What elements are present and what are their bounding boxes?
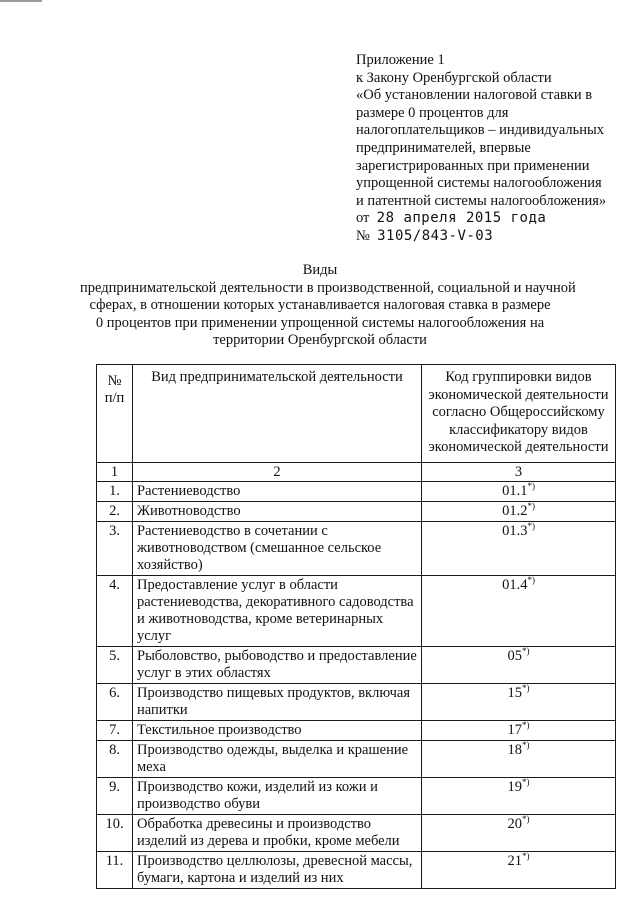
footnote-mark: *) [527, 575, 535, 585]
row-code-cell [422, 778, 616, 815]
row-activity: Животноводство [133, 502, 422, 522]
date-value: 28 апреля 2015 года [376, 210, 547, 227]
row-activity: Обработка древесины и производство изделий из дерева и пробки, кроме мебели [133, 815, 422, 852]
row-code: 01.2 [502, 503, 528, 519]
row-number: 10. [97, 815, 133, 852]
footnote-mark: *) [527, 501, 535, 511]
row-number: 2. [97, 502, 133, 522]
activities-table [96, 364, 616, 889]
column-index-row [97, 463, 616, 482]
table-row [97, 778, 616, 815]
row-activity: Производство одежды, выделка и крашение меха [133, 741, 422, 778]
appendix-line: размере 0 процентов для [356, 104, 509, 121]
row-number: 4. [97, 576, 133, 647]
row-code: 21 [507, 853, 522, 869]
number-prefix: № [356, 227, 370, 244]
header-activity: Вид предпринимательской деятельности [133, 365, 422, 463]
footnote-mark: *) [527, 521, 535, 531]
row-code: 19 [507, 779, 522, 795]
table-row [97, 576, 616, 647]
row-activity: Текстильное производство [133, 721, 422, 741]
row-activity: Растениеводство [133, 482, 422, 502]
table-row [97, 815, 616, 852]
footnote-mark: *) [522, 777, 530, 787]
title-line: территории Оренбургской области [213, 332, 427, 349]
document-title [80, 262, 576, 350]
appendix-line: Приложение 1 [356, 52, 445, 68]
row-code: 01.4 [502, 577, 528, 593]
appendix-date [356, 210, 626, 228]
table-row [97, 482, 616, 502]
appendix-line: «Об установлении налоговой ставки в [356, 87, 593, 104]
row-number: 11. [97, 852, 133, 889]
footnote-mark: *) [522, 646, 530, 656]
row-number: 1. [97, 482, 133, 502]
title-heading: Виды [302, 262, 338, 278]
row-number: 9. [97, 778, 133, 815]
row-activity: Производство кожи, изделий из кожи и производство обуви [133, 778, 422, 815]
title-line: 0 процентов при применении упрощенной системы налогообложения на [95, 314, 545, 331]
row-code: 05 [507, 648, 522, 664]
row-code: 01.1 [502, 483, 528, 499]
header-num: № п/п [97, 365, 133, 463]
table-row [97, 502, 616, 522]
scan-edge-mark [0, 0, 42, 2]
title-line: сферах, в отношении которых устанавливается налоговая ставка в размере [89, 297, 551, 314]
row-activity: Растениеводство в сочетании с животноводством (смешанное сельское хозяйство) [133, 522, 422, 576]
footnote-mark: *) [522, 740, 530, 750]
table-row [97, 741, 616, 778]
column-index: 3 [422, 463, 616, 482]
table-row [97, 522, 616, 576]
row-code: 20 [507, 816, 522, 832]
row-code-cell [422, 684, 616, 721]
column-index: 2 [133, 463, 422, 482]
row-code-cell [422, 522, 616, 576]
footnote-mark: *) [522, 851, 530, 861]
row-activity: Рыболовство, рыбоводство и предоставление услуг в этих областях [133, 647, 422, 684]
row-code: 15 [507, 685, 522, 701]
row-activity: Производство целлюлозы, древесной массы, бумаги, картона и изделий из них [133, 852, 422, 889]
row-code-cell [422, 852, 616, 889]
appendix-number [356, 228, 626, 246]
row-number: 8. [97, 741, 133, 778]
header-code: Код группировки видов экономической деятельности согласно Общероссийскому классификатору видов экономической деятельности [422, 365, 616, 463]
row-code: 17 [507, 722, 522, 738]
footnote-mark: *) [522, 683, 530, 693]
appendix-line: и патентной системы налогообложения» [356, 192, 607, 209]
row-code-cell [422, 647, 616, 684]
footnote-mark: *) [522, 720, 530, 730]
appendix-line: упрощенной системы налогообложения [356, 175, 602, 192]
row-code-cell [422, 502, 616, 522]
row-code: 18 [507, 742, 522, 758]
footnote-mark: *) [522, 814, 530, 824]
row-number: 5. [97, 647, 133, 684]
row-code: 01.3 [502, 523, 528, 539]
row-code-cell [422, 721, 616, 741]
column-index: 1 [97, 463, 133, 482]
row-number: 6. [97, 684, 133, 721]
footnote-mark: *) [527, 481, 535, 491]
table-row [97, 721, 616, 741]
row-code-cell [422, 576, 616, 647]
row-number: 7. [97, 721, 133, 741]
title-line: предпринимательской деятельности в производственной, социальной и научной [80, 279, 576, 296]
appendix-line: налогоплательщиков – индивидуальных [356, 122, 605, 139]
row-activity: Предоставление услуг в области растениеводства, декоративного садоводства и животноводства, кроме ветеринарных услуг [133, 576, 422, 647]
row-code-cell [422, 482, 616, 502]
appendix-line: к Закону Оренбургской области [356, 69, 552, 86]
appendix-header [356, 52, 626, 246]
date-prefix: от [356, 210, 370, 227]
table-header-row [97, 365, 616, 463]
appendix-line: предпринимателей, впервые [356, 139, 531, 156]
appendix-line: зарегистрированных при применении [356, 157, 590, 174]
table-row [97, 684, 616, 721]
table-row [97, 852, 616, 889]
row-activity: Производство пищевых продуктов, включая напитки [133, 684, 422, 721]
row-number: 3. [97, 522, 133, 576]
table-row [97, 647, 616, 684]
row-code-cell [422, 741, 616, 778]
row-code-cell [422, 815, 616, 852]
number-value: 3105/843-V-03 [377, 227, 494, 244]
